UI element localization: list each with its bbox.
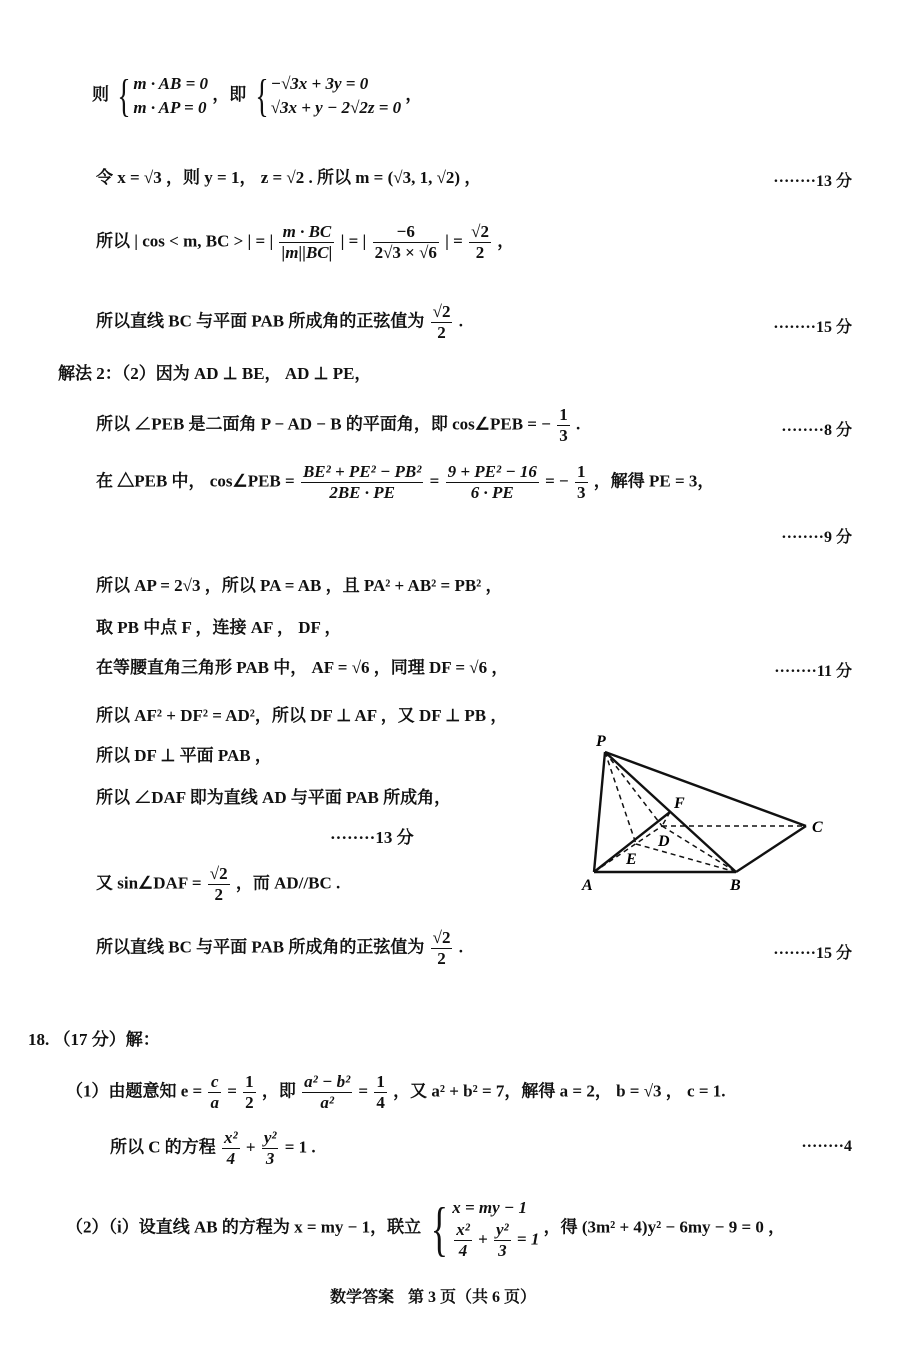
plus: + <box>245 1137 256 1157</box>
line9-tail: ，而 AD//BC . <box>235 873 341 893</box>
label-A: A <box>582 877 593 894</box>
text-ji: ，即 <box>261 1081 296 1101</box>
sol2-line9 <box>96 864 340 905</box>
line-ab-text: （2）（i）设直线 AB 的方程为 x = my − 1，联立 <box>66 1217 422 1237</box>
sol2-line5: 在等腰直角三角形 PAB 中， AF = √6 ，同理 DF = √6 ， <box>96 658 509 677</box>
fraction-m-bc: $\frac{m \cdot BC}{|m||BC|}$ <box>281 222 333 262</box>
sol2-line6: 所以 AF² + DF² = AD²，所以 DF ⊥ AF ，又 DF ⊥ PB ， <box>96 706 508 725</box>
score-15a: ········15 分 <box>773 319 852 336</box>
sol1-line3 <box>96 222 514 263</box>
abs-end: | = <box>445 231 463 251</box>
edge-PC <box>605 752 806 826</box>
fraction-1-4: $\frac{1}{4}$ <box>376 1072 385 1112</box>
label-D: D <box>658 833 670 850</box>
text-ji: ，即 <box>212 84 247 104</box>
sol1-line4 <box>96 302 463 343</box>
equation-text: 所以 C 的方程 <box>110 1137 216 1157</box>
fraction-y2-3: $\frac{\text{y²}}{3}$ <box>263 1128 277 1168</box>
system-row1: x = my − 1 <box>452 1198 527 1217</box>
fraction-sqrt2-over-2: $\frac{√2}{2}$ <box>471 222 489 262</box>
sol2-line3: 所以 AP = 2√3 ，所以 PA = AB ，且 PA² + AB² = PB² ， <box>96 576 503 595</box>
label-F: F <box>674 795 685 812</box>
q18-part1 <box>66 1072 726 1113</box>
edge-DB <box>662 826 736 872</box>
line2-tail: ，解得 PE = 3， <box>593 471 715 491</box>
equals: = <box>429 471 440 491</box>
sol2-line1 <box>96 405 580 446</box>
fraction-sqrt2-over-2: $\frac{√2}{2}$ <box>209 864 228 904</box>
cosine-law-text: 在 △PEB 中， cos∠PEB = <box>96 471 295 491</box>
line3-tail: ， <box>497 231 515 251</box>
equals: = <box>227 1081 237 1101</box>
page-footer <box>330 1284 536 1307</box>
score-9: ········9 分 <box>781 529 852 546</box>
ellipse-line-system: { x = my − 1 $\frac{\text{x²}}{4}$ + $\frac{\text{y²}}{3}$ = 1 <box>431 1195 540 1262</box>
sol1-system-line <box>92 72 422 120</box>
sine-conclusion-text: 所以直线 BC 与平面 PAB 所成角的正弦值为 <box>96 937 425 957</box>
score-8: ········8 分 <box>781 422 852 439</box>
equation-tail: = 1 . <box>284 1137 316 1157</box>
fraction-1-3: $\frac{1}{3}$ <box>577 462 586 502</box>
sol1-line2: 令 x = √3 ，则 y = 1， z = √2 . 所以 m = (√3, 1, √2) ， <box>96 168 482 187</box>
sys2-row1: −√3x + 3y = 0 <box>270 74 369 93</box>
footer-page-number: 第 3 页（共 6 页） <box>408 1289 537 1306</box>
fraction-a2-b2: $\frac{\text{a² − b²}}{\text{a²}}$ <box>304 1072 351 1112</box>
equals: = <box>358 1081 369 1101</box>
fraction-neg6: $\frac{-6}{2√3 \times √6}$ <box>374 222 437 262</box>
sys1-row2: m · AP = 0 <box>133 98 207 117</box>
sol2-line10 <box>96 928 463 969</box>
fraction-x2-4: $\frac{\text{x²}}{4}$ <box>224 1128 238 1168</box>
fraction-cosine-law: $\frac{\text{BE² + PE² − PB²}}{2BE \cdot PE}$ <box>302 462 422 502</box>
system-row2: $\frac{\text{x²}}{4}$ + $\frac{\text{y²}}{3}$ = 1 <box>456 1220 540 1260</box>
label-C: C <box>812 819 823 836</box>
quadratic-text: ，得 (3m² + 4)y² − 6my − 9 = 0 ， <box>543 1217 786 1237</box>
q18-title: 18. （17 分）解： <box>28 1030 160 1049</box>
pyramid-figure <box>570 722 840 902</box>
sol2-heading: 解法 2：（2）因为 AD ⊥ BE， AD ⊥ PE， <box>58 364 372 383</box>
vector-system-2: { −√3x + 3y = 0 √3x + y − 2√2z = 0 <box>254 70 402 121</box>
line4-tail: . <box>458 311 463 331</box>
edge-BC <box>736 826 806 872</box>
vector-system-1: { m · AB = 0 m · AP = 0 <box>117 70 209 121</box>
label-E: E <box>626 851 637 868</box>
fraction-1-2: $\frac{1}{2}$ <box>245 1072 254 1112</box>
label-B: B <box>730 877 741 894</box>
sol2-line7: 所以 DF ⊥ 平面 PAB ， <box>96 746 272 765</box>
sys2-row2: √3x + y − 2√2z = 0 <box>270 98 402 117</box>
sol2-line4: 取 PB 中点 F ，连接 AF ， DF ， <box>96 618 342 637</box>
score-4: ········4 <box>801 1138 852 1155</box>
line10-tail: . <box>458 937 463 957</box>
footer-subject: 数学答案 <box>330 1289 395 1306</box>
score-13b: ········13 分 <box>330 828 414 847</box>
label-P: P <box>596 733 606 750</box>
sine-daf-text: 又 sin∠DAF = <box>96 873 202 893</box>
fraction-substituted: $\frac{\text{9 + PE² − 16}}{6 \cdot PE}$ <box>447 462 537 502</box>
eccentricity-text: （1）由题意知 e = <box>66 1081 203 1101</box>
fraction-sqrt2-over-2: $\frac{√2}{2}$ <box>432 928 451 968</box>
part1-tail: ，又 a² + b² = 7，解得 a = 2， b = √3 ， c = 1. <box>393 1081 726 1101</box>
sol2-line2 <box>96 462 714 503</box>
equals-neg: = − <box>545 471 569 491</box>
edge-PA <box>594 752 605 872</box>
fraction-sqrt2-over-2: $\frac{√2}{2}$ <box>432 302 451 342</box>
score-13a: ········13 分 <box>773 173 852 190</box>
cos-abs-prefix: 所以 | cos < m, BC > | = | <box>96 231 274 251</box>
q18-part1-equation <box>110 1128 316 1169</box>
text-ze: 则 <box>92 84 109 104</box>
score-11: ········11 分 <box>774 663 852 680</box>
fraction-1-3: $\frac{1}{3}$ <box>559 405 568 445</box>
line1-tail: . <box>575 414 581 434</box>
sine-conclusion-text: 所以直线 BC 与平面 PAB 所成角的正弦值为 <box>96 311 425 331</box>
dihedral-text: 所以 ∠PEB 是二面角 P − AD − B 的平面角，即 cos∠PEB = − <box>96 414 551 434</box>
sol2-line8: 所以 ∠DAF 即为直线 AD 与平面 PAB 所成角， <box>96 788 452 807</box>
fraction-c-a: $\frac{c}{a}$ <box>210 1072 219 1112</box>
score-15b: ········15 分 <box>773 945 852 962</box>
q18-part2 <box>66 1196 785 1261</box>
text-tail: ， <box>405 84 423 104</box>
sys1-row1: m · AB = 0 <box>133 74 209 93</box>
abs-mid: | = | <box>340 231 367 251</box>
